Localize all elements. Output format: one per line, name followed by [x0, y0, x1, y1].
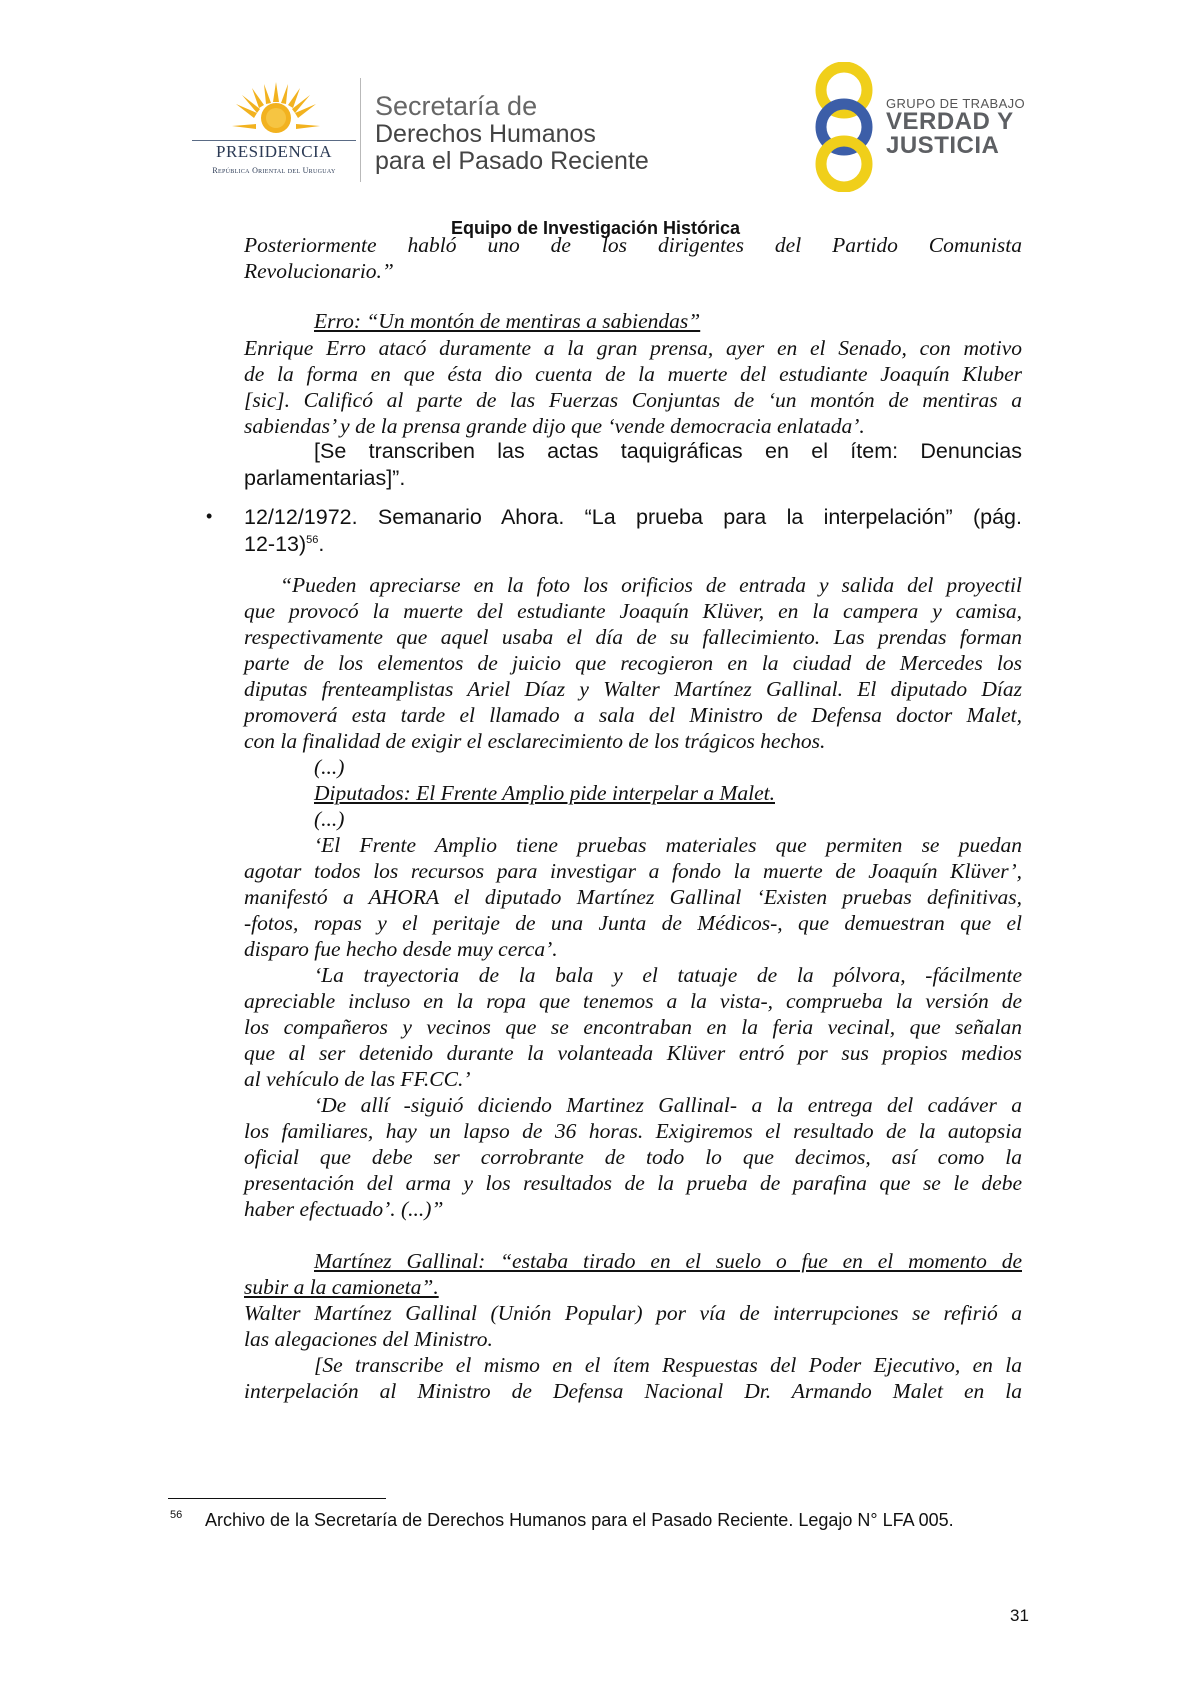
- quote-line: manifestó a AHORA el diputado Martínez Gallinal ‘Existen pruebas definitivas,: [244, 885, 1022, 909]
- footnote-separator: [168, 1498, 386, 1499]
- bullet-marker: •: [206, 506, 213, 526]
- ellipsis: (...): [314, 755, 345, 779]
- quote-line: los compañeros y vecinos que se encontraban en la feria vecinal, que señalan: [244, 1015, 1022, 1039]
- quote-line: disparo fue hecho desde muy cerca’.: [244, 937, 558, 961]
- justicia-text: JUSTICIA: [886, 132, 1000, 159]
- text-line: sabiendas’ y de la prensa grande dijo que ‘vende democracia enlatada’.: [244, 414, 865, 438]
- text-line: [Se transcribe el mismo en el ítem Respuestas del Poder Ejecutivo, en la: [314, 1353, 1022, 1377]
- presidencia-title: PRESIDENCIA: [215, 142, 332, 161]
- bullet-entry-line-2: [244, 531, 324, 559]
- grupo-de-trabajo-label: GRUPO DE TRABAJO: [886, 96, 1026, 111]
- text-line: parlamentarias]”.: [244, 466, 406, 490]
- verdad-justicia-label: [886, 110, 1014, 158]
- ellipsis: (...): [314, 807, 345, 831]
- quote-line: oficial que debe ser corrobrante de todo lo que decimos, así como la: [244, 1145, 1022, 1169]
- quote-line: haber efectuado’. (...)”: [244, 1197, 444, 1221]
- page-number: 31: [1010, 1606, 1029, 1625]
- secretaria-logo-text: [375, 92, 649, 175]
- quote-line: diputas frenteamplistas Ariel Díaz y Walter Martínez Gallinal. El diputado Díaz: [244, 677, 1022, 701]
- bullet-entry-line: 12/12/1972. Semanario Ahora. “La prueba para la interpelación” (pág.: [244, 505, 1022, 529]
- bullet-entry-end: .: [318, 532, 325, 556]
- quote-line: apreciable incluso en la ropa que tenemos a la vista-, comprueba la versión de: [244, 989, 1022, 1013]
- text-line: las alegaciones del Ministro.: [244, 1327, 493, 1351]
- text-line: de la forma en que ésta dio cuenta de la muerte del estudiante Joaquín Kluber: [244, 362, 1022, 386]
- quote-line: ‘De allí -siguió diciendo Martinez Gallinal- a la entrega del cadáver a: [314, 1093, 1022, 1117]
- quote-line: -fotos, ropas y el peritaje de una Junta de Médicos-, que demuestran que el: [244, 911, 1022, 935]
- subheading-martinez-gallinal: Martínez Gallinal: “estaba tirado en el suelo o fue en el momento de: [314, 1249, 1022, 1273]
- secretaria-line-3: para el Pasado Reciente: [375, 147, 649, 175]
- linked-rings-icon: [808, 62, 880, 192]
- footnote-ref: 56: [306, 533, 319, 546]
- bullet-entry-text: 12-13): [244, 532, 307, 556]
- quote-line: “Pueden apreciarse en la foto los orificios de entrada y salida del proyectil: [280, 573, 1022, 597]
- running-head: Equipo de Investigación Histórica: [450, 218, 741, 238]
- quote-line: ‘El Frente Amplio tiene pruebas materiales que permiten se puedan: [314, 833, 1022, 857]
- text-line: Walter Martínez Gallinal (Unión Popular) por vía de interrupciones se refirió a: [244, 1301, 1022, 1325]
- text-line: Posteriormente habló uno de los dirigentes del Partido Comunista: [244, 233, 1022, 257]
- text-line: Revolucionario.”: [244, 259, 394, 283]
- subheading-diputados: Diputados: El Frente Amplio pide interpelar a Malet.: [314, 781, 775, 805]
- presidencia-subtitle: República Oriental del Uruguay: [212, 166, 336, 175]
- subheading-martinez-gallinal-2: subir a la camioneta”.: [244, 1275, 439, 1299]
- subheading-erro: Erro: “Un montón de mentiras a sabiendas”: [314, 309, 701, 333]
- quote-line: presentación del arma y los resultados de la prueba de parafina que se le debe: [244, 1171, 1022, 1195]
- text-line: Enrique Erro atacó duramente a la gran prensa, ayer en el Senado, con motivo: [244, 336, 1022, 360]
- quote-line: parte de los elementos de juicio que recogieron en la ciudad de Mercedes los: [244, 651, 1022, 675]
- logo-rule: [192, 140, 356, 141]
- text-line: [Se transcriben las actas taquigráficas en el ítem: Denuncias: [314, 439, 1022, 463]
- footnote-number: 56: [170, 1509, 183, 1521]
- sun-emblem-icon: [230, 80, 322, 138]
- verdad-justicia-logo: [808, 62, 1028, 192]
- quote-line: al vehículo de las FF.CC.’: [244, 1067, 471, 1091]
- presidencia-logo: [190, 80, 365, 180]
- secretaria-line-2: Derechos Humanos: [375, 120, 596, 148]
- quote-line: agotar todos los recursos para investigar a fondo la muerte de Joaquín Klüver’,: [244, 859, 1022, 883]
- text-line: interpelación al Ministro de Defensa Nacional Dr. Armando Malet en la: [244, 1379, 1022, 1403]
- footnote-text: Archivo de la Secretaría de Derechos Humanos para el Pasado Reciente. Legajo N° LFA 005.: [205, 1510, 954, 1530]
- quote-line: promoverá esta tarde el llamado a sala del Ministro de Defensa doctor Malet,: [244, 703, 1022, 727]
- quote-line: que provocó la muerte del estudiante Joaquín Klüver, en la campera y camisa,: [244, 599, 1022, 623]
- quote-line: los familiares, hay un lapso de 36 horas. Exigiremos el resultado de la autopsia: [244, 1119, 1022, 1143]
- quote-line: que al ser detenido durante la volanteada Klüver entró por sus propios medios: [244, 1041, 1022, 1065]
- header-divider: [360, 78, 361, 182]
- verdad-y-text: VERDAD Y: [886, 108, 1014, 135]
- quote-line: respectivamente que aquel usaba el día de su fallecimiento. Las prendas forman: [244, 625, 1022, 649]
- quote-line: con la finalidad de exigir el esclarecimiento de los trágicos hechos.: [244, 729, 826, 753]
- secretaria-line-1: Secretaría de: [375, 91, 538, 121]
- quote-line: ‘La trayectoria de la bala y el tatuaje de la pólvora, -fácilmente: [314, 963, 1022, 987]
- text-line: [sic]. Calificó al parte de las Fuerzas Conjuntas de ‘un montón de mentiras a: [244, 388, 1022, 412]
